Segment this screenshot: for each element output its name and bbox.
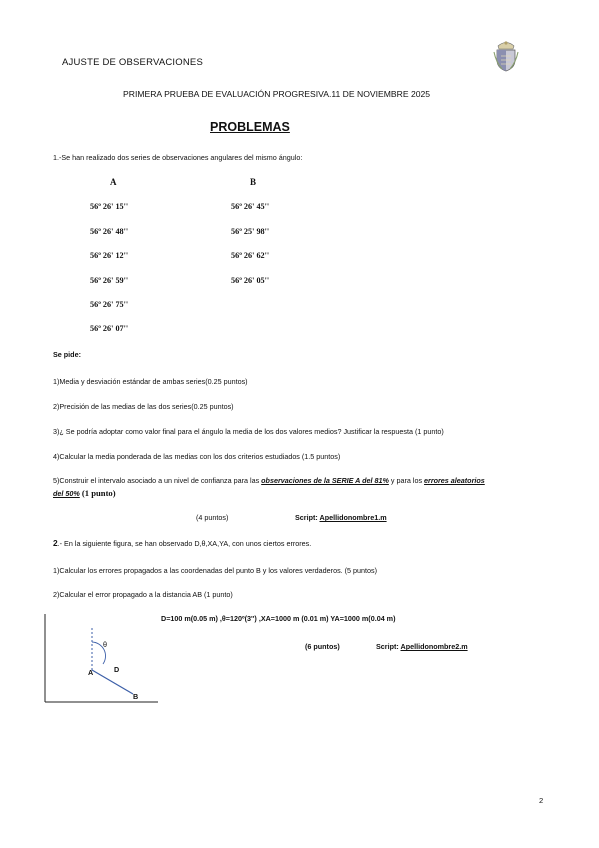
distance-line <box>92 670 133 694</box>
series-b-value: 56º 26' 05'' <box>231 276 270 285</box>
section-title: PROBLEMAS <box>210 120 290 134</box>
question-5-percent: del 50% <box>53 489 80 498</box>
distance-label: D <box>114 665 120 674</box>
question-5-text: y para los <box>388 476 425 485</box>
problem2-figure <box>40 612 160 710</box>
series-a-value: 56º 26' 07'' <box>90 324 129 333</box>
problem2-points: (6 puntos) <box>305 642 340 651</box>
series-a-value: 56º 26' 48'' <box>90 227 129 236</box>
problem1-script <box>295 513 387 522</box>
series-a-value: 56º 26' 75'' <box>90 300 129 309</box>
problem2-question-1: 1)Calcular los errores propagados a las coordenadas del punto B y los valores verdaderos. (5 puntos) <box>53 566 378 575</box>
script-file-link[interactable]: Apellidonombre2.m <box>400 642 468 651</box>
series-a-value: 56º 26' 12'' <box>90 251 129 260</box>
problem2-number: 2 <box>53 538 58 548</box>
question-5-line2 <box>53 488 116 498</box>
series-b-value: 56º 26' 62'' <box>231 251 270 260</box>
problem2-data-line: D=100 m(0.05 m) ,θ=120º(3'') ,XA=1000 m (0.01 m) YA=1000 m(0.04 m) <box>161 614 396 623</box>
problem2-intro <box>53 538 311 548</box>
question-5-points: (1 punto) <box>79 488 116 498</box>
theta-label: θ <box>103 640 107 649</box>
question-4: 4)Calcular la media ponderada de las medias con los dos criterios estudiados (1.5 puntos) <box>53 452 341 461</box>
script-label: Script: <box>376 642 401 651</box>
course-header: AJUSTE DE OBSERVACIONES <box>62 57 203 68</box>
script-label: Script: <box>295 513 320 522</box>
point-a-label: A <box>88 668 94 677</box>
series-b-value: 56º 26' 45'' <box>231 202 270 211</box>
point-b-label: B <box>133 692 139 701</box>
series-b-label: B <box>250 177 257 187</box>
question-2: 2)Precisión de las medias de las dos series(0.25 puntos) <box>53 402 234 411</box>
exam-title: PRIMERA PRUEBA DE EVALUACIÓN PROGRESIVA.11 DE NOVIEMBRE 2025 <box>123 89 431 99</box>
question-5-errors: errores aleatorios <box>424 476 485 485</box>
se-pide-label: Se pide: <box>53 350 81 359</box>
question-5-text: 5)Construir el intervalo asociado a un nivel de confianza para las <box>53 476 262 485</box>
question-3: 3)¿ Se podría adoptar como valor final para el ángulo la media de los dos valores medios? Justificar la respuesta (1 punto) <box>53 427 444 436</box>
problem2-intro-text: .- En la siguiente figura, se han observado D,θ,XA,YA, con unos ciertos errores. <box>57 539 312 548</box>
question-5-line1 <box>53 476 485 485</box>
problem2-question-2: 2)Calcular el error propagado a la distancia AB (1 punto) <box>53 590 233 599</box>
problem2-script <box>376 642 468 651</box>
university-crest-icon <box>493 38 519 72</box>
series-a-value: 56º 26' 15'' <box>90 202 129 211</box>
question-1: 1)Media y desviación estándar de ambas series(0.25 puntos) <box>53 377 248 386</box>
problem1-intro: 1.-Se han realizado dos series de observaciones angulares del mismo ángulo: <box>53 153 303 162</box>
series-a-value: 56º 26' 59'' <box>90 276 129 285</box>
series-b-value: 56º 25' 98'' <box>231 227 270 236</box>
page-number: 2 <box>539 796 544 805</box>
question-5-series-a: observaciones de la SERIE A del 81% <box>261 476 389 485</box>
series-a-label: A <box>110 177 117 187</box>
problem1-points: (4 puntos) <box>196 513 229 522</box>
script-file-link[interactable]: Apellidonombre1.m <box>319 513 387 522</box>
